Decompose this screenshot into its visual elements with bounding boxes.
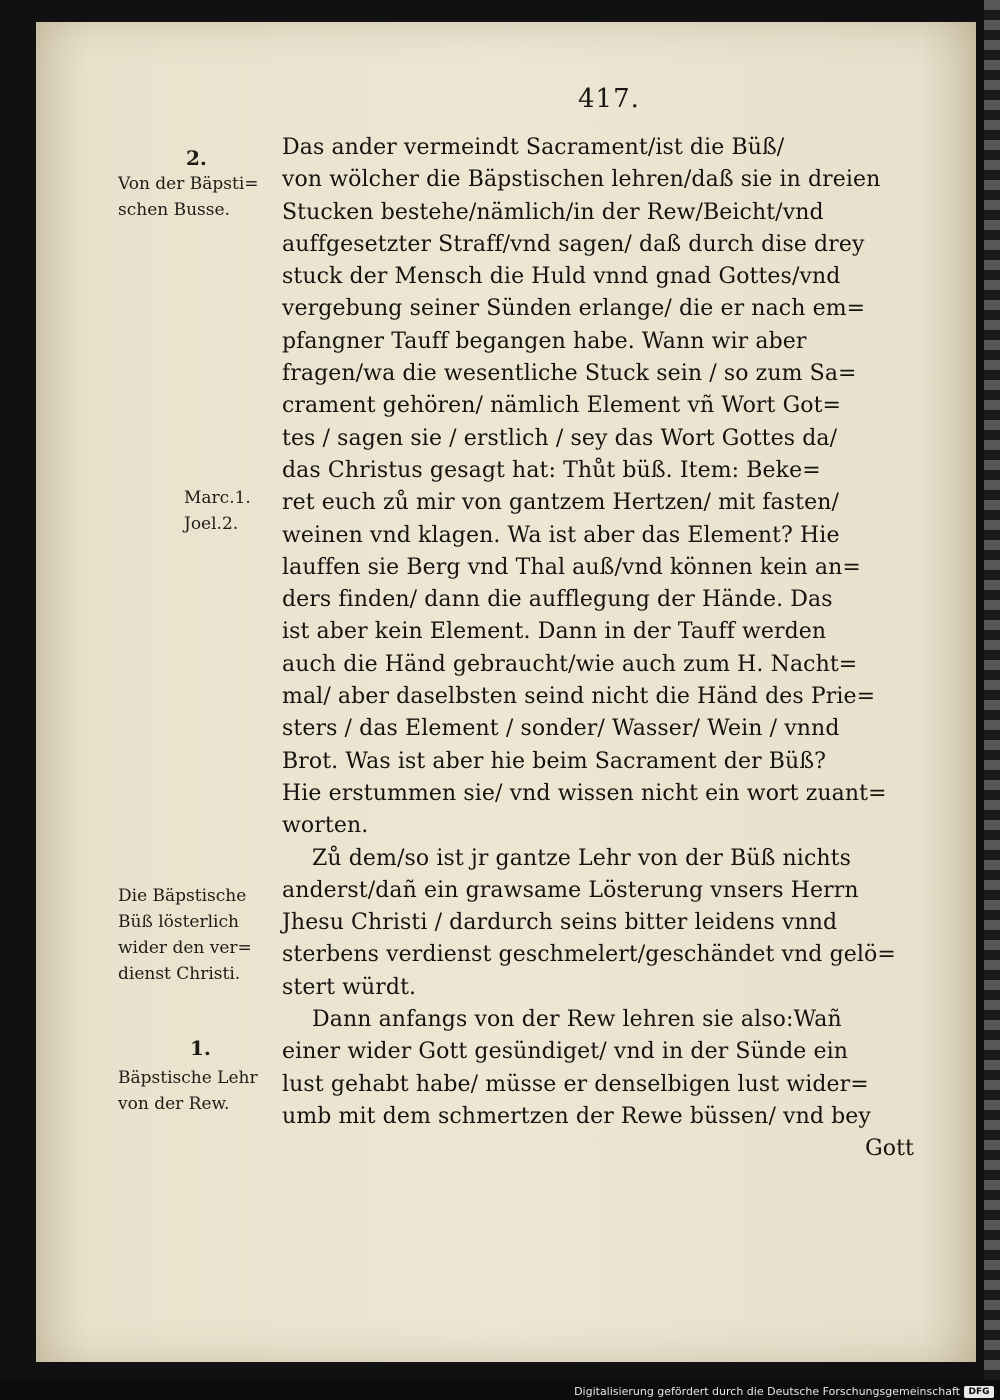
margin-note: Von der Bäpsti= [118, 174, 259, 194]
text-line: Hie erstummen sie/ vnd wissen nicht ein wort zuant= [282, 780, 887, 806]
text-line: tes / sagen sie / erstlich / sey das Wort Gottes da/ [282, 425, 838, 451]
margin-note-number: 1. [190, 1036, 211, 1060]
text-line: auch die Händ gebraucht/wie auch zum H. Nacht= [282, 651, 858, 677]
margin-note: Die Bäpstische [118, 886, 247, 906]
margin-note: von der Rew. [118, 1094, 230, 1114]
text-line: sters / das Element / sonder/ Wasser/ Wein / vnnd [282, 716, 840, 742]
dfg-logo: DFG [964, 1386, 994, 1398]
text-line: anderst/dañ ein grawsame Lösterung vnsers Herrn [282, 877, 859, 903]
color-calibration-strip [984, 0, 1000, 1380]
text-line: stert würdt. [282, 974, 417, 1000]
margin-note: wider den ver= [118, 938, 252, 958]
text-line: vergebung seiner Sünden erlange/ die er nach em= [282, 296, 866, 322]
text-line: fragen/wa die wesentliche Stuck sein / so zum Sa= [282, 361, 857, 387]
funding-credit: Digitalisierung gefördert durch die Deutsche Forschungsgemeinschaft [574, 1385, 960, 1398]
margin-note: dienst Christi. [118, 964, 241, 984]
text-line: sterbens verdienst geschmelert/geschändet vnd gelö= [282, 942, 896, 968]
main-text-block [282, 132, 942, 1166]
text-line: ders finden/ dann die aufflegung der Hände. Das [282, 587, 833, 613]
margin-note-reference: Joel.2. [184, 514, 239, 534]
text-line: stuck der Mensch die Huld vnnd gnad Gottes/vnd [282, 264, 841, 290]
text-line: pfangner Tauff begangen habe. Wann wir aber [282, 328, 807, 354]
footer-bar [0, 1384, 1000, 1400]
text-line: Dann anfangs von der Rew lehren sie also:Wañ [312, 1007, 842, 1033]
margin-note: Bäpstische Lehr [118, 1068, 258, 1088]
text-line: worten. [282, 813, 369, 839]
text-line: lauffen sie Berg vnd Thal auß/vnd können kein an= [282, 554, 861, 580]
margin-note: schen Busse. [118, 200, 230, 220]
text-line: Brot. Was ist aber hie beim Sacrament der Büß? [282, 748, 827, 774]
page-number: 417. [578, 84, 640, 114]
text-line: weinen vnd klagen. Wa ist aber das Element? Hie [282, 522, 840, 548]
text-line: Das ander vermeindt Sacrament/ist die Büß/ [282, 135, 785, 160]
margin-note-reference: Marc.1. [184, 488, 251, 508]
text-line: mal/ aber daselbsten seind nicht die Händ des Prie= [282, 684, 876, 710]
text-line: ist aber kein Element. Dann in der Tauff werden [282, 619, 827, 645]
text-line: crament gehören/ nämlich Element vñ Wort Got= [282, 393, 842, 419]
margin-note-number: 2. [186, 146, 207, 170]
text-line: das Christus gesagt hat: Thůt büß. Item: Beke= [282, 457, 821, 483]
margin-note: Büß lösterlich [118, 912, 239, 932]
text-line: einer wider Gott gesündiget/ vnd in der Sünde ein [282, 1039, 849, 1065]
text-line: ret euch zů mir von gantzem Hertzen/ mit fasten/ [282, 490, 839, 516]
text-line: Stucken bestehe/nämlich/in der Rew/Beicht/vnd [282, 199, 824, 225]
text-line: Zů dem/so ist jr gantze Lehr von der Büß nichts [312, 845, 851, 871]
catchword: Gott [865, 1136, 914, 1162]
text-line: lust gehabt habe/ müsse er denselbigen lust wider= [282, 1071, 869, 1097]
text-line: Jhesu Christi / dardurch seins bitter leidens vnnd [282, 910, 838, 936]
text-line: von wölcher die Bäpstischen lehren/daß sie in dreien [282, 167, 881, 193]
text-line: umb mit dem schmertzen der Rewe büssen/ vnd bey [282, 1103, 871, 1129]
text-line: auffgesetzter Straff/vnd sagen/ daß durch dise drey [282, 231, 865, 257]
